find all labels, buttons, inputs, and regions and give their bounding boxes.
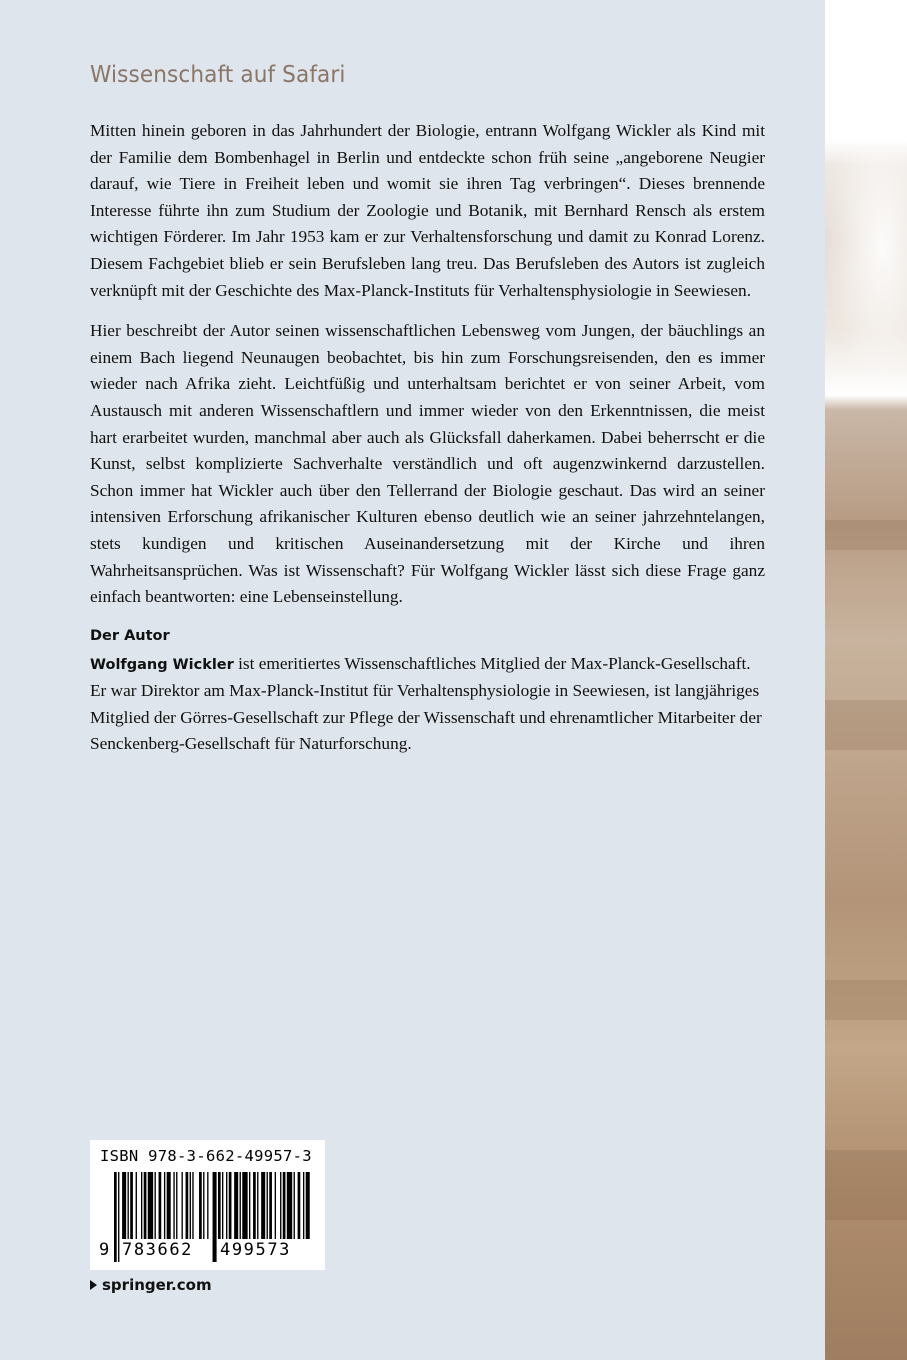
barcode-digits-right: 499573 <box>220 1240 292 1260</box>
barcode-bar <box>155 1172 156 1239</box>
barcode-bar <box>199 1172 202 1239</box>
barcode-bar <box>222 1172 223 1239</box>
barcode-bar <box>114 1172 117 1262</box>
barcode-bar <box>118 1172 119 1262</box>
barcode-bar <box>240 1172 241 1239</box>
barcode-bar <box>190 1172 191 1239</box>
publisher-site: springer.com <box>102 1276 212 1294</box>
barcode-digit-first: 9 <box>99 1240 110 1260</box>
barcode-bar <box>173 1172 174 1239</box>
barcode-bar <box>287 1172 292 1239</box>
barcode-bar <box>176 1172 177 1239</box>
cover-photo-strip <box>825 0 907 1360</box>
barcode-bar <box>159 1172 162 1239</box>
blurb <box>90 118 765 758</box>
barcode-bar <box>229 1172 232 1239</box>
barcode-bar <box>249 1172 250 1239</box>
barcode-bar <box>283 1172 286 1239</box>
blurb-paragraph-2: Hier beschreibt der Autor seinen wissenschaftlichen Lebensweg vom Jungen, der bäuchlings an einem Bach liegend Neunaugen beobachtet, bis hin zum Forschungsreisenden, den es immer wieder nach Afrika zieht. Leichtfüßig und unterhaltsam berichtet er von seiner Arbeit, vom Austausch mit anderen Wissenschaftlern und immer wieder von den Erkenntnissen, die meist hart erarbeitet wurden, manchmal aber auch als Glücksfall daherkamen. Dabei beherrscht er die Kunst, selbst komplizierte Sachverhalte verständlich und oft augenzwinkernd darzustellen. Schon immer hat Wickler auch über den Tellerrand der Biologie geschaut. Das wird an seiner intensiven Erforschung afrikanischer Kulturen ebenso deutlich wie an seiner jahrzehntelangen, stets kundigen und kritischen Auseinandersetzung mit der Kirche und ihren Wahrheitsansprüchen. Was ist Wissenschaft? Für Wolfgang Wickler lässt sich diese Frage ganz einfach beantworten: eine Lebenseinstellung. <box>90 321 765 607</box>
isbn-text: ISBN 978-3-662-49957-3 <box>100 1147 312 1165</box>
barcode-bar <box>226 1172 227 1239</box>
barcode-bar <box>182 1172 183 1239</box>
barcode-bar <box>275 1172 276 1239</box>
barcode-bar <box>303 1172 304 1239</box>
author-bio-text: ist emeritiertes Wissenschaftliches Mitglied der Max-Planck-Gesellschaft. Er war Direktor am Max-Planck-Institut für Verhaltensphysiologie in Seewiesen, ist langjähriges Mitglied der Görres-Gesellschaft zur Pflege der Wissenschaft und ehrenamtlicher Mitarbeiter der Senckenberg-Gesellschaft für Naturforschung. <box>90 653 762 754</box>
barcode-bar <box>218 1172 221 1239</box>
barcode-bar <box>253 1172 256 1239</box>
barcode-bar <box>130 1172 133 1239</box>
barcode-bar <box>167 1172 171 1239</box>
barcode-bar <box>141 1172 142 1239</box>
barcode-digits-left: 783662 <box>122 1240 194 1260</box>
barcode-bar <box>298 1172 301 1239</box>
barcode-bar <box>280 1172 281 1239</box>
barcode-bar <box>186 1172 189 1239</box>
barcode-bar <box>267 1172 268 1239</box>
barcode-bar <box>207 1172 208 1239</box>
publisher-link[interactable] <box>90 1276 212 1294</box>
barcode-bar <box>261 1172 265 1239</box>
barcode-bar <box>164 1172 165 1239</box>
book-title: Wissenschaft auf Safari <box>90 62 346 88</box>
barcode-bar <box>128 1172 129 1239</box>
barcode-bar <box>294 1172 295 1239</box>
barcode-bar <box>148 1172 153 1239</box>
arrow-right-icon <box>90 1280 97 1290</box>
author-bio <box>90 651 765 758</box>
isbn-barcode <box>90 1140 325 1270</box>
barcode-bar <box>213 1172 217 1262</box>
blurb-paragraph-1: Mitten hinein geboren in das Jahrhundert der Biologie, entrann Wolfgang Wickler als Kind mit der Familie dem Bombenhagel in Berlin und entdeckte schon früh seine „angeborene Neugier darauf, wie Tiere in Freiheit leben und womit sie ihren Tag verbringen“. Dieses brennende Interesse führte ihn zum Studium der Zoologie und Botanik, mit Bernhard Rensch als erstem wichtigen Förderer. Im Jahr 1953 kam er zur Verhaltensforschung und damit zu Konrad Lorenz. Diesem Fachgebiet blieb er sein Berufsleben lang treu. Das Berufsleben des Autors ist zugleich verknüpft mit der Geschichte des Max-Planck-Instituts für Verhaltensphysiologie in Seewiesen. <box>90 121 765 300</box>
barcode-bar <box>192 1172 193 1239</box>
barcode-bar <box>122 1172 126 1239</box>
author-name: Wolfgang Wickler <box>90 656 234 673</box>
barcode-bar <box>136 1172 137 1239</box>
barcode-bar <box>306 1172 310 1239</box>
barcode-bar <box>203 1172 204 1239</box>
barcode-bar <box>269 1172 272 1239</box>
barcode-bar <box>242 1172 247 1239</box>
barcode-bar <box>257 1172 258 1239</box>
barcode-bar <box>234 1172 238 1239</box>
author-heading: Der Autor <box>90 627 170 644</box>
barcode-bar <box>144 1172 147 1239</box>
